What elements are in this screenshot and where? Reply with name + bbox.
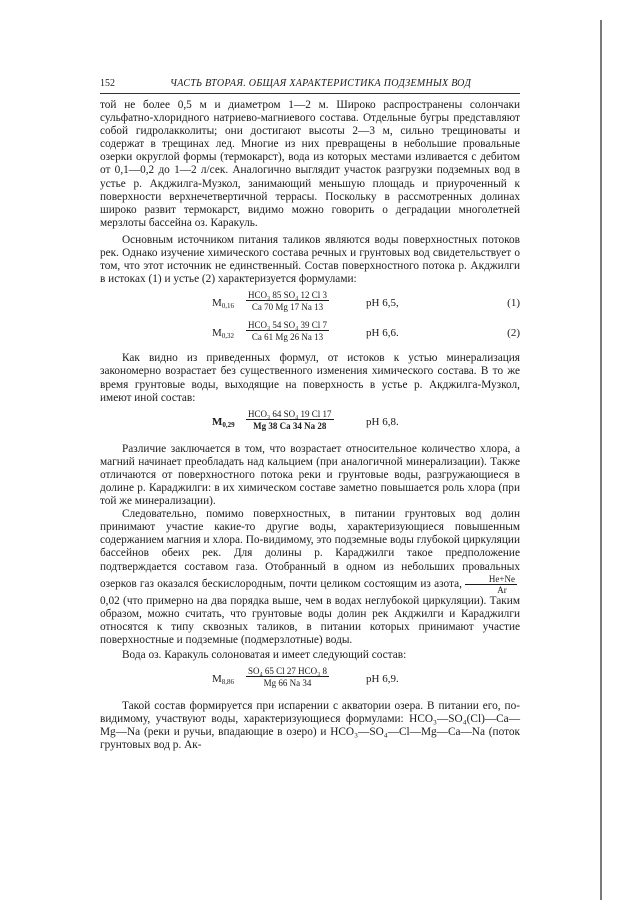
page-spine-edge <box>600 20 602 900</box>
paragraph-5-part-2: 0,02 (что примерно на два порядка выше, чем в водах неглубокой циркуляции). Таким образом, можно считать, что грунтовые воды долин рек Акджилги и Караджилги относятся к типу сквозных таликов, в питании которых принимают участие поверхностные и подземные (подмерзлотные) воды. <box>100 594 520 646</box>
formula-1-number: (1) <box>507 297 520 310</box>
formula-3-mineralization: $M_{0,29}$ <box>212 415 235 429</box>
paragraph-3: Как видно из приведенных формул, от истоков к устью минерализация закономерно возрастает без существенного изменения химического состава. В то же время грунтовые воды, выходящие на поверхность в устье р. Акджилга-Музкол, имеют иной состав: <box>100 352 520 404</box>
header-rule <box>100 93 520 94</box>
gas-ratio-numerator: He+Ne <box>465 574 517 585</box>
formula-3-anions: HCO₃ 64 SO₄ 19 Cl 17 <box>248 408 332 419</box>
paragraph-5 <box>100 508 520 647</box>
paragraph-6: Вода оз. Каракуль солоноватая и имеет следующий состав: <box>122 649 407 661</box>
paragraph-7: Такой состав формируется при испарении с акватории озера. В питании его, по-видимому, участвуют воды, характеризующиеся формулами: HCO₃—SO₄(Cl)—Ca—Mg—Na (реки и ручьи, впадающие в озеро) и HCO₃—SO₄—Cl—Mg—Ca—Na (поток грунтовых вод р. Ак- <box>100 700 520 752</box>
formula-1 <box>100 290 520 316</box>
paragraph-2: Основным источником питания таликов являются воды поверхностных потоков рек. Однако изучение химического состава речных и грунтовых вод свидетельствует о том, что этот источник не единственный. Состав поверхностного потока р. Акджилги в истоках (1) и устье (2) характеризуется формулами: <box>100 233 520 286</box>
formula-1-mineralization: $M_{0,16}$ <box>212 297 235 311</box>
formula-2-fraction <box>246 320 329 342</box>
paragraph-5-part-1: Следовательно, помимо поверхностных, в питании грунтовых вод долин принимают участие какие-то другие воды, характеризующиеся повышенным содержанием магния и хлора. По-видимому, это подземные воды глубокой циркуляции бассейнов обеих рек. Для долины р. Караджилги такое предположение подтверждается составом газа. Отобранный в одном из небольших провальных озерков газ оказался бескислородным, почти целиком состоящим из азота, <box>100 508 520 590</box>
formula-2 <box>100 320 520 346</box>
gas-ratio-fraction <box>465 574 517 595</box>
paragraph-1: той не более 0,5 м и диаметром 1—2 м. Широко распространены солончаки сульфатно-хлоридного натриево-магниевого состава. Отдельные бугры представляют собой гидролакколиты; они достигают высоты 2—3 м, сильно трещиноваты и содержат в трещинах лед. Многие из них превращены в небольшие провальные озерки округлой формы (термокарст), вода из которых местами изливается с дебитом от 0,1—0,2 до 1—2 л/сек. Аналогично выглядит участок разгрузки подземных вод в устье р. Акджилга-Музкол, занимающий меньшую площадь и приуроченный к поверхности верхнечетвертичной террасы. Поскольку в рассмотренных долинах широко развит термокарст, видимо можно говорить о деградации многолетней мерзлоты бассейна оз. Каракуль. <box>100 99 520 229</box>
formula-4-ph: pH 6,9. <box>366 673 399 686</box>
formula-4 <box>100 666 520 692</box>
running-header <box>100 76 520 92</box>
body-text <box>100 99 520 752</box>
running-title: ЧАСТЬ ВТОРАЯ. ОБЩАЯ ХАРАКТЕРИСТИКА ПОДЗЕМНЫХ ВОД <box>170 78 472 89</box>
formula-2-anions: HCO₃ 54 SO₄ 39 Cl 7 <box>248 320 328 331</box>
formula-1-fraction <box>246 290 329 312</box>
formula-1-ph: pH 6,5, <box>366 297 399 310</box>
page-number: 152 <box>100 78 115 89</box>
paragraph-4: Различие заключается в том, что возрастает относительное количество хлора, а магний начинает преобладать над кальцием (при аналогичной минерализации). Также отличаются от поверхностного потока реки и грунтовые воды, разгружающиеся в долине р. Караджилги: в их химическом составе заметно повышается роль хлора (при той же минерализации). <box>100 442 520 508</box>
formula-4-fraction <box>246 666 329 688</box>
formula-2-mineralization: $M_{0,32}$ <box>212 327 235 341</box>
formula-4-anions: SO₄ 65 Cl 27 HCO₃ 8 <box>248 666 328 677</box>
formula-4-mineralization: $M_{8,86}$ <box>212 673 235 687</box>
formula-3-fraction <box>246 409 334 431</box>
formula-2-ph: pH 6,6. <box>366 327 399 340</box>
formula-4-cations: Mg 66 Na 34 <box>263 678 312 689</box>
formula-1-anions: HCO₃ 85 SO₄ 12 Cl 3 <box>248 290 328 301</box>
formula-2-number: (2) <box>507 327 520 340</box>
formula-3 <box>100 409 520 435</box>
formula-2-cations: Ca 61 Mg 26 Na 13 <box>251 332 324 343</box>
formula-3-cations: Mg 38 Ca 34 Na 28 <box>253 420 327 431</box>
formula-1-cations: Ca 70 Mg 17 Na 13 <box>251 302 324 313</box>
formula-3-ph: pH 6,8. <box>366 415 399 428</box>
gas-ratio-denominator: Ar <box>497 584 507 595</box>
